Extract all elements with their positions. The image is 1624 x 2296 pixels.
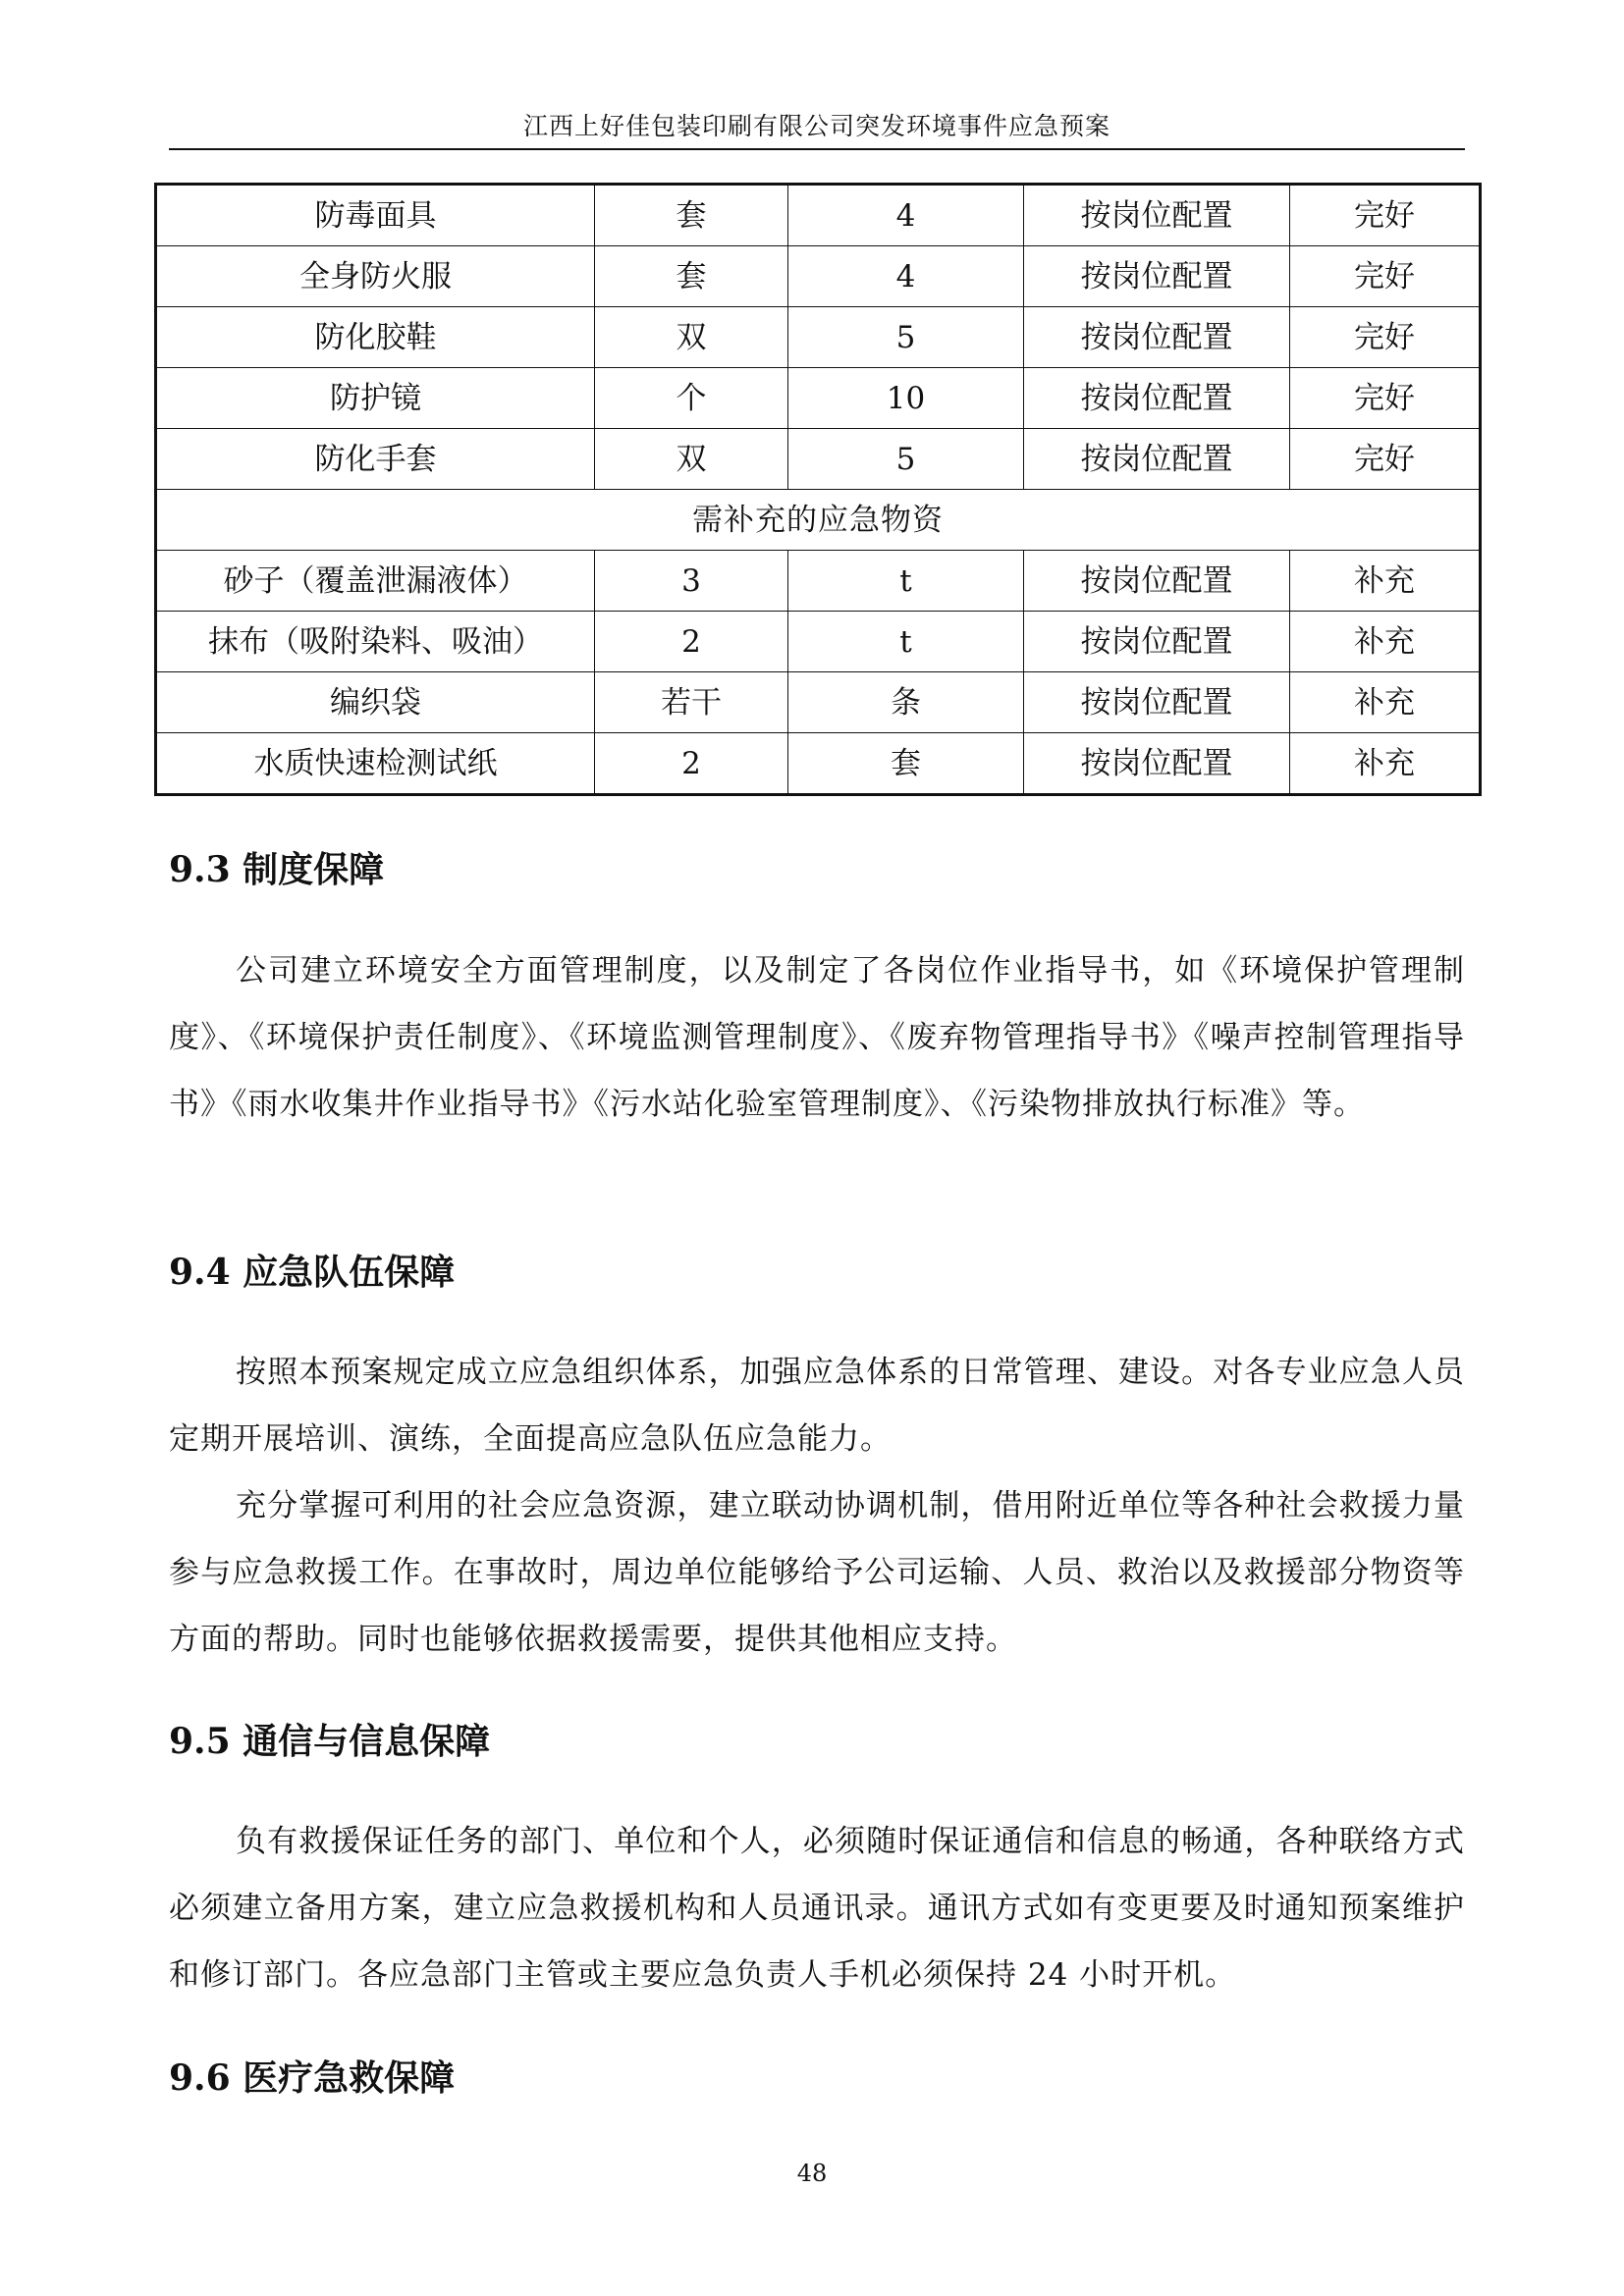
section-9-4-paragraph-1: 按照本预案规定成立应急组织体系，加强应急体系的日常管理、建设。对各专业应急人员定期开展培训、演练，全面提高应急队伍应急能力。: [169, 1355, 1465, 1457]
cell-unit: 双: [595, 429, 788, 490]
cell-status: 补充: [1290, 672, 1481, 733]
cell-status: 完好: [1290, 368, 1481, 429]
cell-name: 砂子（覆盖泄漏液体）: [156, 551, 595, 612]
cell-location: 按岗位配置: [1024, 429, 1290, 490]
cell-qty: 4: [788, 246, 1024, 307]
header-rule: [169, 148, 1465, 150]
section-9-5-paragraph: 负有救援保证任务的部门、单位和个人，必须随时保证通信和信息的畅通，各种联络方式必须建立备用方案，建立应急救援机构和人员通讯录。通讯方式如有变更要及时通知预案维护和修订部门。各应急部门主管或主要应急负责人手机必须保持 24 小时开机。: [169, 1824, 1465, 1993]
cell-name: 编织袋: [156, 672, 595, 733]
cell-location: 按岗位配置: [1024, 368, 1290, 429]
cell-location: 按岗位配置: [1024, 612, 1290, 672]
cell-qty: 条: [788, 672, 1024, 733]
cell-unit: 套: [595, 185, 788, 246]
cell-qty: 5: [788, 429, 1024, 490]
table-row: [156, 672, 1481, 733]
cell-qty: 10: [788, 368, 1024, 429]
table-section-label: 需补充的应急物资: [156, 490, 1481, 551]
table-row: [156, 185, 1481, 246]
page-number: 48: [796, 2160, 828, 2187]
cell-status: 完好: [1290, 429, 1481, 490]
cell-name: 全身防火服: [156, 246, 595, 307]
table-section-row: [156, 490, 1481, 551]
cell-status: 补充: [1290, 733, 1481, 795]
cell-qty: 4: [788, 185, 1024, 246]
cell-name: 防化胶鞋: [156, 307, 595, 368]
table-row: [156, 368, 1481, 429]
emergency-supplies-table: [154, 183, 1482, 796]
cell-unit: 2: [595, 612, 788, 672]
cell-name: 水质快速检测试纸: [156, 733, 595, 795]
section-title-9-4: 9.4 应急队伍保障: [169, 1252, 456, 1293]
cell-qty: 5: [788, 307, 1024, 368]
section-title-9-3: 9.3 制度保障: [169, 849, 385, 890]
cell-status: 完好: [1290, 246, 1481, 307]
section-title-9-5: 9.5 通信与信息保障: [169, 1721, 491, 1762]
cell-unit: 若干: [595, 672, 788, 733]
cell-name: 防化手套: [156, 429, 595, 490]
cell-name: 防护镜: [156, 368, 595, 429]
cell-unit: 个: [595, 368, 788, 429]
cell-qty: t: [788, 551, 1024, 612]
table-row: [156, 612, 1481, 672]
cell-location: 按岗位配置: [1024, 307, 1290, 368]
cell-location: 按岗位配置: [1024, 185, 1290, 246]
section-9-4-paragraph-2: 充分掌握可利用的社会应急资源，建立联动协调机制，借用附近单位等各种社会救援力量参与应急救援工作。在事故时，周边单位能够给予公司运输、人员、救治以及救援部分物资等方面的帮助。同时也能够依据救援需要，提供其他相应支持。: [169, 1488, 1465, 1657]
cell-location: 按岗位配置: [1024, 733, 1290, 795]
cell-name: 抹布（吸附染料、吸油）: [156, 612, 595, 672]
table-row: [156, 429, 1481, 490]
cell-status: 补充: [1290, 551, 1481, 612]
cell-location: 按岗位配置: [1024, 246, 1290, 307]
cell-status: 补充: [1290, 612, 1481, 672]
cell-unit: 双: [595, 307, 788, 368]
table-row: [156, 551, 1481, 612]
section-9-3-paragraph: 公司建立环境安全方面管理制度，以及制定了各岗位作业指导书，如《环境保护管理制度》、《环境保护责任制度》、《环境监测管理制度》、《废弃物管理指导书》《噪声控制管理指导书》《雨水收集井作业指导书》《污水站化验室管理制度》、《污染物排放执行标准》等。: [169, 953, 1465, 1122]
cell-location: 按岗位配置: [1024, 672, 1290, 733]
cell-status: 完好: [1290, 185, 1481, 246]
cell-qty: 套: [788, 733, 1024, 795]
cell-name: 防毒面具: [156, 185, 595, 246]
cell-qty: t: [788, 612, 1024, 672]
cell-unit: 2: [595, 733, 788, 795]
section-title-9-6: 9.6 医疗急救保障: [169, 2057, 456, 2099]
cell-unit: 套: [595, 246, 788, 307]
cell-location: 按岗位配置: [1024, 551, 1290, 612]
table-row: [156, 246, 1481, 307]
page-header-title: 江西上好佳包装印刷有限公司突发环境事件应急预案: [522, 112, 1110, 140]
table-row: [156, 733, 1481, 795]
cell-status: 完好: [1290, 307, 1481, 368]
cell-unit: 3: [595, 551, 788, 612]
table-row: [156, 307, 1481, 368]
